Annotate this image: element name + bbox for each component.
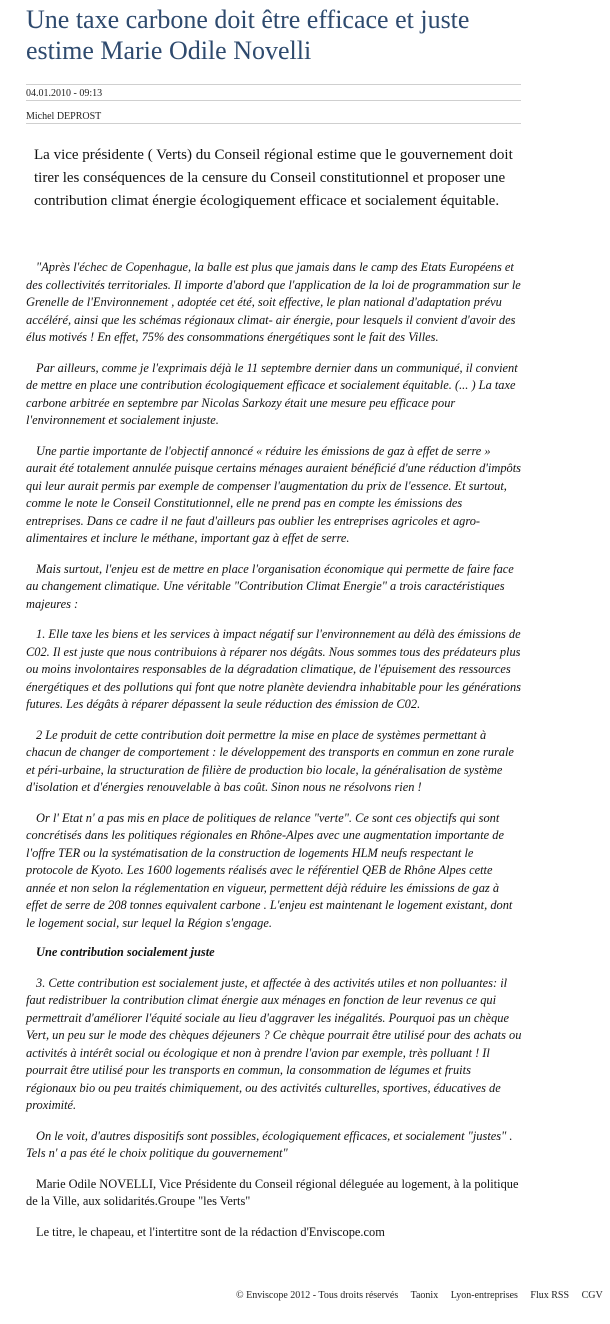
article-author: Michel DEPROST <box>26 111 102 122</box>
editorial-credit: Le titre, le chapeau, et l'intertitre sont de la rédaction d'Enviscope.com <box>36 1224 385 1239</box>
footer-link-taonix[interactable]: Taonix <box>410 1290 439 1301</box>
paragraph: 1. Elle taxe les biens et les services à impact négatif sur l'environnement au délà des émissions de C02. Il est juste que nous contribuions à réparer nos dégâts. Nous sommes tous des prédateurs plus ou moins involontaires responsables de la dégradation climatique, de l'épuisement des ressources énergétiques et des pollutions qui font que notre planète deviendra inhabitable pour les générations futures. Les dégâts à réparer dépassent la seule réduction des émission de C02. <box>26 627 521 711</box>
footer-link-lyon-entreprises[interactable]: Lyon-entreprises <box>450 1290 518 1301</box>
paragraph: "Après l'échec de Copenhague, la balle est plus que jamais dans le camp des Etats Européens et des collectivités territoriales. Il importe d'abord que l'application de la loi de programmation sur le Grenelle de l'Environnement , adoptée cet été, soit effective, le plan national d'adaptation prévu accéléré, ainsi que les schémas régionaux climat- air énergie, pour lesquels il convient d'avoir des élus motivés ! En effet, 75% des consommations énergétiques sont le fait des Villes. <box>26 260 521 344</box>
divider <box>26 84 521 85</box>
article-subheading: Une contribution socialement juste <box>36 945 215 959</box>
article-signature: Marie Odile NOVELLI, Vice Présidente du Conseil régional déleguée au logement, à la politique de la Ville, aux solidarités.Groupe "les Verts" <box>26 1176 519 1208</box>
footer-link-cgv[interactable]: CGV <box>581 1290 603 1301</box>
paragraph: 3. Cette contribution est socialement juste, et affectée à des activités utiles et non polluantes: il faut redistribuer la contribution climat énergie aux ménages en fonction de leur revenus ce qui permettrait d'améliorer l'équité sociale au lieu d'aggraver les inégalités. Pourquoi pas un chèque Vert, un peu sur le mode des chèques déjeuners ? Ce chèque pourrait être utilisé pour des achats ou activités à intérêt social ou écologique et non à prendre l'avion par exemple, très polluant ! Il pourrait être utilisé pour les transports en commun, la consommation de légumes et fruits régionaux bio ou peu traités chimiquement, ou des activités culturelles, sportives, éducatives de proximité. <box>26 975 522 1112</box>
paragraph: Une partie importante de l'objectif annoncé « réduire les émissions de gaz à effet de serre » aurait été totalement annulée puisque certains ménages auraient bénéficié d'une réduction d'impôts qui leur aurait permis par exemple de compenser l'augmentation du prix de l'essence. Et surtout, comme le note le Conseil Constitutionnel, elle ne prend pas en compte les émissions des entreprises. Dans ce cadre il ne faut d'ailleurs pas oublier les entreprises agricoles et agro-alimentaires et inclure le méthane, important gaz à effet de serre. <box>26 443 521 545</box>
article-date: 04.01.2010 - 09:13 <box>26 88 103 99</box>
paragraph: Par ailleurs, comme je l'exprimais déjà le 11 septembre dernier dans un communiqué, il convient de mettre en place une contribution écologiquement efficace et socialement équitable. (... ) La taxe carbone arbitrée en septembre par Nicolas Sarkozy était une mesure peu efficace pour l'environnement et socialement injuste. <box>26 360 518 427</box>
footer-link-rss[interactable]: Flux RSS <box>530 1290 570 1301</box>
article-lead: La vice présidente ( Verts) du Conseil régional estime que le gouvernement doit tirer les conséquences de la censure du Conseil constitutionnel et proposer une contribution climat énergie écologiquement efficace et socialement équitable. <box>34 147 513 209</box>
paragraph: Mais surtout, l'enjeu est de mettre en place l'organisation économique qui permette de faire face au changement climatique. Une véritable "Contribution Climat Energie" a trois caractéristiques majeures : <box>26 561 514 611</box>
article-title: Une taxe carbone doit être efficace et juste estime Marie Odile Novelli <box>26 5 470 65</box>
paragraph: On le voit, d'autres dispositifs sont possibles, écologiquement efficaces, et socialement "justes" . Tels n' a pas été le choix politique du gouvernement" <box>26 1128 513 1160</box>
divider <box>26 123 521 124</box>
paragraph: 2 Le produit de cette contribution doit permettre la mise en place de systèmes permettant à chacun de changer de comportement : le développement des transports en commun en zone rurale et péri-urbaine, la structuration de filière de production bio locale, la généralisation de système d'isolation et d'énergies renouvelable à bas coût. Sinon nous ne résolvons rien ! <box>26 727 514 794</box>
article-body <box>26 259 522 1241</box>
copyright-text: © Enviscope 2012 - Tous droits réservés <box>236 1290 399 1301</box>
paragraph: Or l' Etat n' a pas mis en place de politiques de relance "verte". Ce sont ces objectifs qui sont concrétisés dans les politiques régionales en Rhône-Alpes avec une augmentation importante de l'offre TER ou la systématisation de la construction de logements HLM neufs respectant le protocole de Kyoto. Les 1600 logements réalisés avec le référentiel QEB de Rhône Alpes cette année et non selon la réglementation en vigueur, permettent déjà réduire les émissions de gaz à effet de serre de 208 tonnes equivalent carbone . L'enjeu est maintenant le logement existant, dont le logement social, sur lequel la Région s'engage. <box>26 810 513 930</box>
divider <box>26 100 521 101</box>
site-footer <box>236 1290 610 1301</box>
